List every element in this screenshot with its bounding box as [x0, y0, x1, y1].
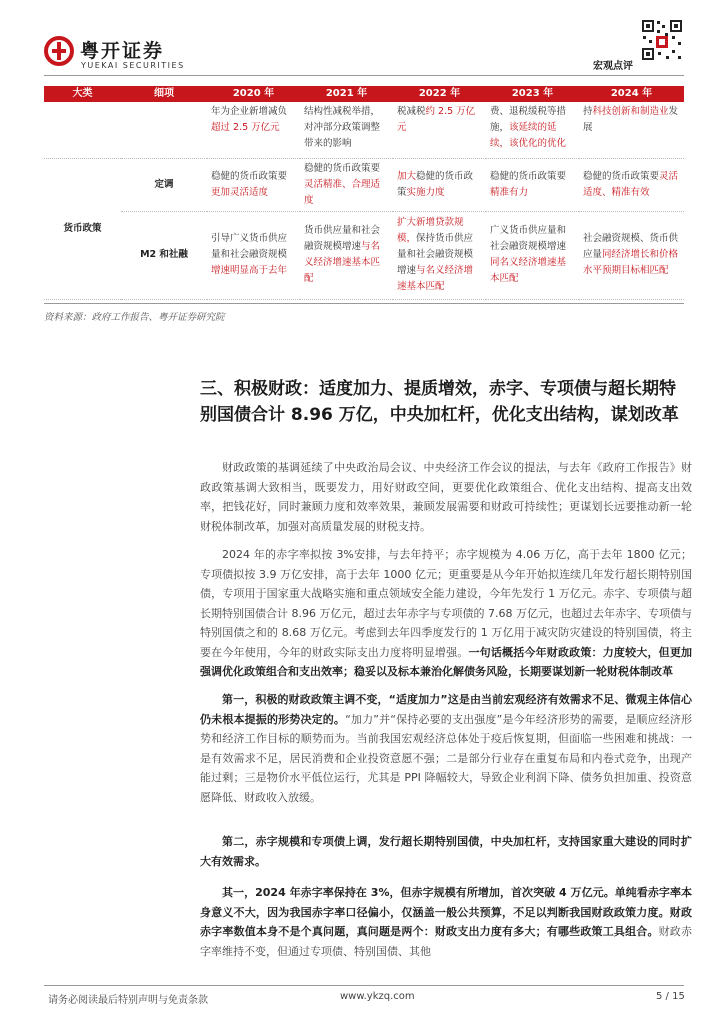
brand-mark-icon	[44, 36, 74, 66]
table-row	[44, 102, 684, 158]
footer-page-number: 5 / 15	[656, 991, 685, 1002]
table-cell: 结构性减税举措，对冲部分政策调整带来的影响	[300, 102, 393, 158]
table-cell: 稳健的货币政策要 更加灵活适度	[207, 158, 300, 211]
paragraph-fiscal-tone: 财政政策的基调延续了中央政治局会议、中央经济工作会议的提法，与去年《政府工作报告》财政政策基调大致相当，既要发力，用好财政空间，更要优化政策组合、优化支出结构、提高支出效率，把钱花好，同时兼顾力度和效率效果，兼顾发展需要和财政可持续性；更谋划长远要推动新一轮财税体制改革，加强对高质量发展的财税支持。	[200, 461, 692, 533]
table-cell: 税减税约 2.5 万亿元	[393, 102, 486, 158]
table-cell: 社会融资规模、货币供应量同经济增长和价格水平预期目标相匹配	[579, 211, 684, 299]
table-cell: 持科技创新和制造业发展	[579, 102, 684, 158]
table-source-note: 资料来源：政府工作报告、粤开证券研究院	[44, 312, 225, 323]
header-category: 大类	[44, 86, 121, 102]
table-cell: 引导广义货币供应量和社会融资规模增速明显高于去年	[207, 211, 300, 299]
paragraph-bold-summary: 一句话概括今年财政政策：力度较大，但更加强调优化政策组合和支出效率；稳妥以及标本兼治化解债务风险，长期要谋划新一轮财税体制改革	[200, 645, 693, 678]
footer-disclaimer: 请务必阅读最后特别声明与免责条款	[48, 995, 208, 1006]
paragraph-text: 2024 年的赤字率拟按 3%安排，与去年持平；赤字规模为 4.06 万亿，高于去年 1800 亿元；专项债拟按 3.9 万亿安排，高于去年 1000 亿元；更重要是从今年开始拟连续几年发行超长期特别国债，专项用于国家重大战略实施和重点领域安全能力建设，今年先发行 1 万亿元。赤字、专项债与超长期特别国债合计 8.96 万亿元，超过去年赤字与专项债的 7.68 万亿元，也超过去年赤字、专项债与特别国债之和的 8.68 万亿元。考虑到去年四季度发行的 1 万亿用于减灾防灾建设的特别国债，将主要在今年使用，今年的财政实际支出力度将明显增强。	[200, 548, 692, 659]
table-cell	[121, 102, 207, 158]
table-cell: 加大稳健的货币政策实施力度	[393, 158, 486, 211]
table-cell: 稳健的货币政策要灵活适度、精准有效	[579, 158, 684, 211]
category-monetary-policy: 货币政策	[44, 158, 121, 299]
table-cell: 稳健的货币政策要灵活精准、合理适度	[300, 158, 393, 211]
table-header-row	[44, 86, 684, 102]
paragraph-text: “加力”并“保持必要的支出强度”是今年经济形势的需要，是顺应经济形势和经济工作目标的顺势而为。当前我国宏观经济总体处于疫后恢复期，但面临一些困难和挑战：一是有效需求不足，居民消费和企业投资意愿不强；二是部分行业存在重复布局和内卷式竞争，出现产能过剩；三是物价水平低位运行，尤其是 PPI 降幅较大，导致企业利润下降、债务负担加重、投资意愿降低、财政收入放缓。	[200, 712, 693, 804]
subitem-m2-tsf: M2 和社融	[121, 211, 207, 299]
subitem-tone: 定调	[121, 158, 207, 211]
table-cell: 广义货币供应量和社会融资规模增速同名义经济增速基本匹配	[486, 211, 579, 299]
paragraph-deficit-rate	[200, 883, 692, 961]
policy-comparison-table	[44, 86, 684, 300]
footer-divider	[44, 985, 684, 986]
paragraph-bold-lead: 第二，赤字规模和专项债上调，发行超长期特别国债，中央加杠杆，支持国家重大建设的同时扩大有效需求。	[200, 835, 692, 868]
header-2020: 2020 年	[207, 86, 300, 102]
table-row	[44, 158, 684, 211]
header-2021: 2021 年	[300, 86, 393, 102]
qr-code-icon	[640, 18, 684, 62]
header-item: 细项	[121, 86, 207, 102]
table-cell: 扩大新增贷款规模，保持货币供应量和社会融资规模增速与名义经济增速基本匹配	[393, 211, 486, 299]
footer-website[interactable]: www.ykzq.com	[340, 991, 415, 1002]
paragraph-first-point	[200, 690, 692, 807]
header-2022: 2022 年	[393, 86, 486, 102]
brand-name-cn: 粤开证券	[80, 40, 165, 62]
header-2024: 2024 年	[579, 86, 684, 102]
header-divider	[44, 75, 684, 76]
table-cell: 货币供应量和社会融资规模增速与名义经济增速基本匹配	[300, 211, 393, 299]
paragraph-bold-lead: 其一，2024 年赤字率保持在 3%，但赤字规模有所增加，首次突破 4 万亿元。单纯看赤字率本身意义不大，因为我国赤字率口径偏小，仅涵盖一般公共预算，不足以判断我国财政政策力度。财政赤字率数值本身不是个真问题，真问题是两个：财政支出力度有多大；有哪些政策工具组合。	[200, 886, 692, 938]
paragraph-second-point	[200, 832, 692, 871]
table-bottom-divider	[44, 303, 684, 304]
section-heading: 三、积极财政：适度加力、提质增效，赤字、专项债与超长期特别国债合计 8.96 万亿，中央加杠杆，优化支出结构，谋划改革	[200, 379, 679, 425]
brand-logo	[44, 34, 234, 74]
table-row	[44, 211, 684, 299]
brand-name-en: YUEKAI SECURITIES	[81, 61, 185, 70]
header-2023: 2023 年	[486, 86, 579, 102]
table-cell: 稳健的货币政策要 精准有力	[486, 158, 579, 211]
table-cell: 费、退税缓税等措施，该延续的延续，该优化的优化	[486, 102, 579, 158]
table-cell	[44, 102, 121, 158]
table-cell: 年为企业新增减负 超过 2.5 万亿元	[207, 102, 300, 158]
paragraph-text: 财政赤字率维持不变，但通过专项债、特别国债、其他	[200, 925, 692, 958]
paragraph-deficit-scale	[200, 545, 692, 682]
report-type: 宏观点评	[593, 61, 633, 72]
paragraph-bold-lead: 第一，积极的财政政策主调不变，“适度加力”这是由当前宏观经济有效需求不足、微观主体信心仍未根本提振的形势决定的。	[200, 693, 692, 726]
